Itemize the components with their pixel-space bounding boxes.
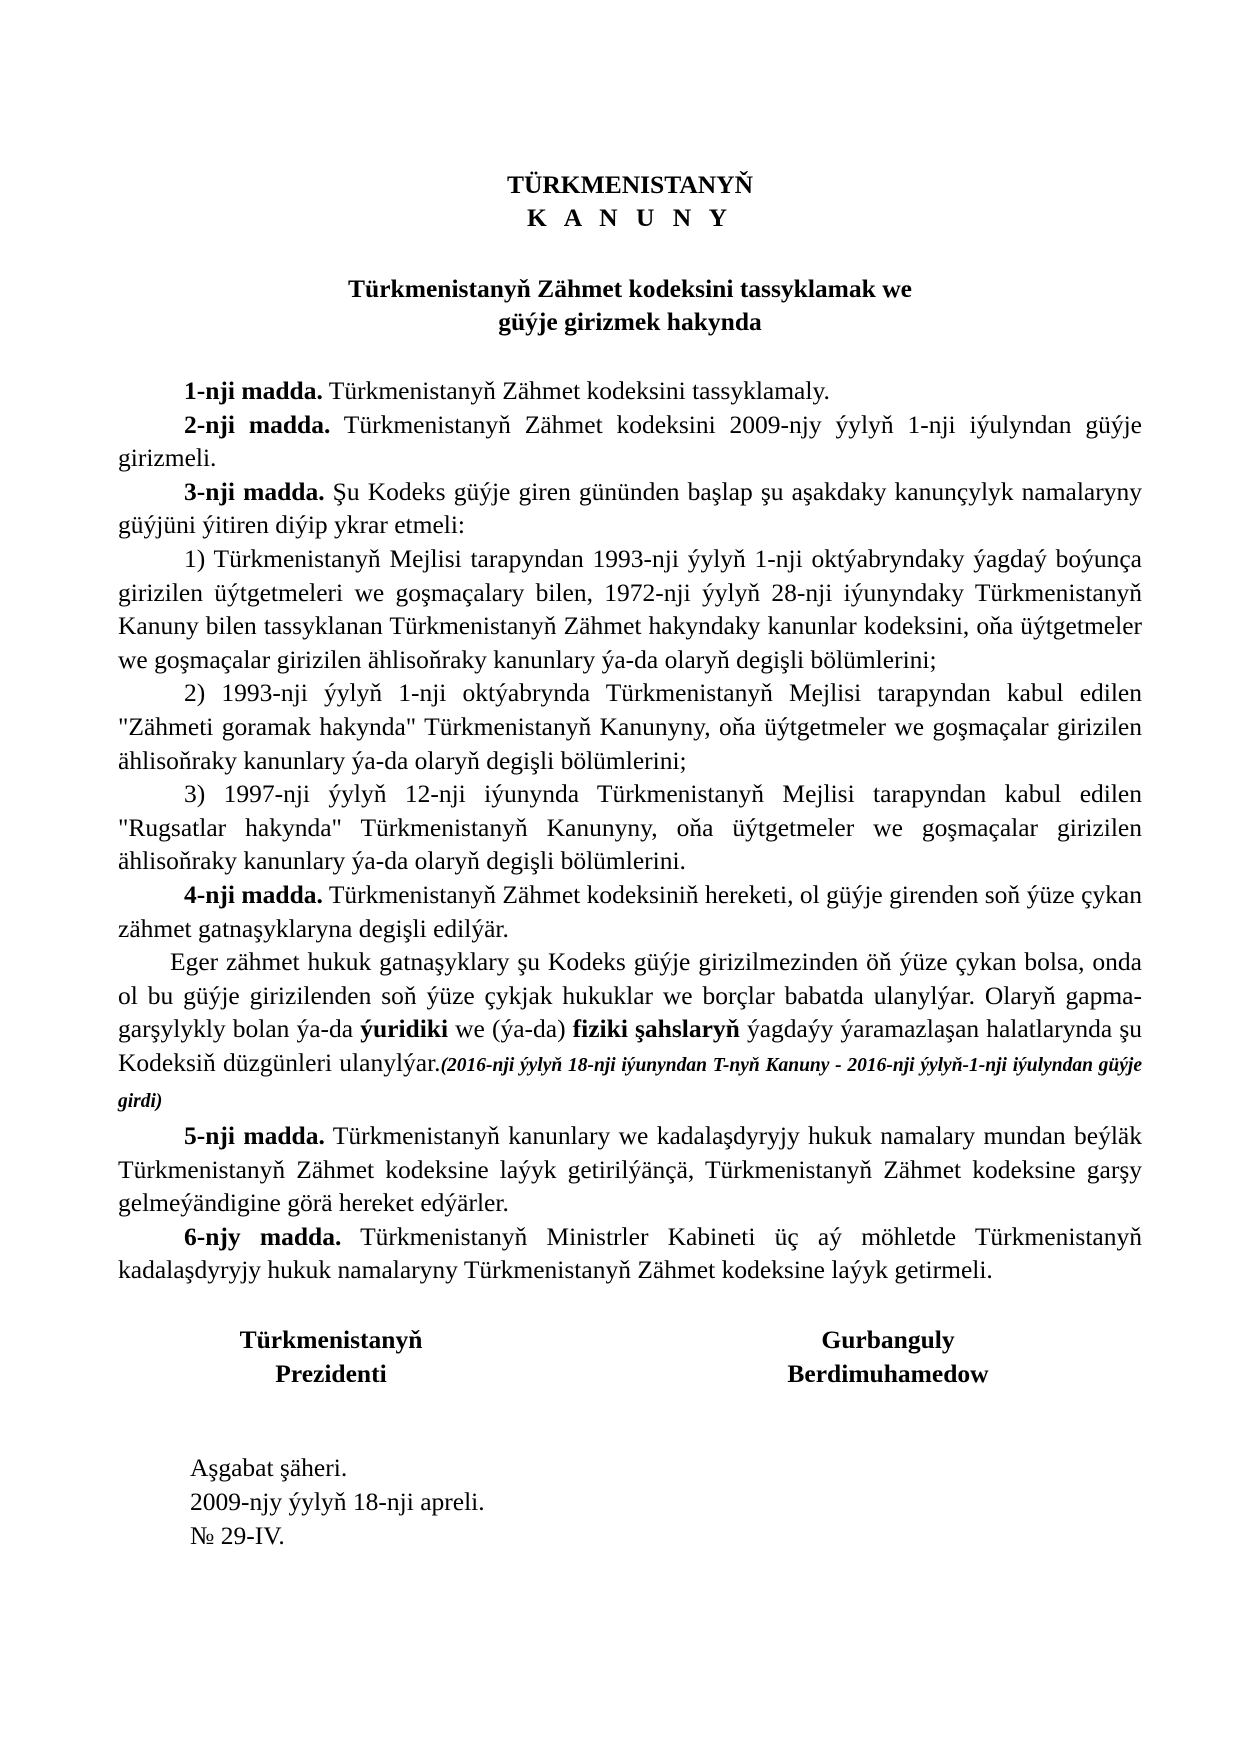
article-2 xyxy=(118,408,1142,475)
signature-name xyxy=(758,1323,1018,1391)
signature-block xyxy=(118,1323,1142,1393)
amendment-note: (2016-nji ýylyň 18-nji iýunyndan T-nyň Kanuny - 2016-nji ýylyň-1-nji iýulyndan güýje girdi) xyxy=(118,1054,1142,1113)
document-page xyxy=(118,168,1142,1553)
article-3-item-3: 3) 1997-nji ýylyň 12-nji iýunynda Türkmenistanyň Mejlisi tarapyndan kabul edilen "Rugsatlar hakynda" Türkmenistanyň Kanunyny, oňa üýtgetmeler we goşmaçalar girizilen ählisoňraky kanunlary ýa-da olaryň degişli bölümlerini. xyxy=(118,779,1142,876)
article-4-text: Türkmenistanyň Zähmet kodeksiniň hereketi, ol güýje girenden soň ýüze çykan zähmet gatnaşyklaryna degişli edilýär. xyxy=(118,879,1142,943)
header-doc-type: K A N U N Y xyxy=(526,203,734,232)
article-2-text: Türkmenistanyň Zähmet kodeksini 2009-njy ýylyň 1-nji iýulyndan güýje girizmeli. xyxy=(118,409,1142,473)
document-body xyxy=(118,374,1142,1287)
document-number: № 29-IV. xyxy=(190,1521,285,1551)
article-6-text: Türkmenistanyň Ministrler Kabineti üç aý möhletde Türkmenistanyň kadalaşdyryjy hukuk namalaryny Türkmenistanyň Zähmet kodeksine laýyk getirmeli. xyxy=(118,1221,1142,1285)
signature-name-line-1: Gurbanguly xyxy=(821,1325,955,1355)
signature-position xyxy=(216,1323,446,1391)
article-1 xyxy=(118,374,1142,408)
title-line-1: Türkmenistanyň Zähmet kodeksini tassyklamak we xyxy=(348,274,912,303)
header-country: TÜRKMENISTANYŇ xyxy=(506,170,754,199)
article-4-para-2-part-a: Eger zähmet hukuk gatnaşyklary şu Kodeks güýje girizilmezinden öň ýüze çykan bolsa, onda ol bu güýje girizilenden soň ýüze çykjak hukuklar we borçlar babatda ulanylýar. Olaryň gapma-garşylykly bolan ýa-da xyxy=(118,947,1142,1044)
article-3-item-2: 2) 1993-nji ýylyň 1-nji oktýabrynda Türkmenistanyň Mejlisi tarapyndan kabul edilen "Zähmeti goramak hakynda" Türkmenistanyň Kanunyny, oňa üýtgetmeler we goşmaçalar girizilen ählisoňraky kanunlary ýa-da olaryň degişli bölümlerini; xyxy=(118,678,1142,775)
place-city: Aşgabat şäheri. xyxy=(190,1453,348,1483)
article-3-text: Şu Kodeks güýje giren gününden başlap şu aşakdaky kanunçylyk namalaryny güýjüni ýitiren diýip ykrar etmeli: xyxy=(118,476,1142,540)
article-1-text: Türkmenistanyň Zähmet kodeksini tassyklamaly. xyxy=(322,376,830,405)
article-3-label: 3-nji madda. xyxy=(184,476,325,506)
article-5-text: Türkmenistanyň kanunlary we kadalaşdyryjy hukuk namalary mundan beýläk Türkmenistanyň Zähmet kodeksine laýyk getirilýänçä, Türkmenistanyň Zähmet kodeksine garşy gelmeýändigine görä hereket edýärler. xyxy=(118,1121,1142,1218)
article-6-label: 6-njy madda. xyxy=(184,1221,342,1251)
article-6 xyxy=(118,1220,1142,1287)
place-date-block xyxy=(190,1451,1142,1553)
article-4-para-2-part-c: we (ýa-da) xyxy=(448,1014,573,1044)
article-4-para-2-part-d: ýagdaýy ýaramazlaşan halatlarynda şu Kodeksiň düzgünleri ulanylýar. xyxy=(118,1014,1142,1077)
article-3-item-1: 1) Türkmenistanyň Mejlisi tarapyndan 1993-nji ýylyň 1-nji oktýabryndaky ýagdaý boýunça girizilen üýtgetmeleri we goşmaçalary bilen, 1972-nji ýylyň 28-nji iýunyndaky Türkmenistanyň Kanuny bilen tassyklanan Türkmenistanyň Zähmet hakyndaky kanunlar kodeksini, oňa üýtgetmeler we goşmaçalar girizilen ählisoňraky kanunlary ýa-da olaryň degişli bölümlerini; xyxy=(118,543,1142,674)
article-5 xyxy=(118,1119,1142,1220)
article-4 xyxy=(118,878,1142,945)
article-2-label: 2-nji madda. xyxy=(184,409,331,439)
signature-name-line-2: Berdimuhamedow xyxy=(787,1359,989,1389)
article-4-para-2-bold-1: ýuridiki xyxy=(360,1014,449,1044)
article-5-label: 5-nji madda. xyxy=(184,1121,325,1151)
document-title xyxy=(118,272,1142,338)
article-4-label: 4-nji madda. xyxy=(184,879,323,909)
article-1-label: 1-nji madda. xyxy=(184,376,323,405)
signature-position-line-2: Prezidenti xyxy=(275,1359,387,1389)
article-4-paragraph-2 xyxy=(118,945,1142,1119)
article-4-para-2-bold-2: fiziki şahslaryň xyxy=(572,1014,740,1044)
place-date: 2009-njy ýylyň 18-nji apreli. xyxy=(190,1487,485,1517)
article-3 xyxy=(118,475,1142,542)
title-line-2: güýje girizmek hakynda xyxy=(498,307,762,336)
signature-position-line-1: Türkmenistanyň xyxy=(239,1325,423,1355)
